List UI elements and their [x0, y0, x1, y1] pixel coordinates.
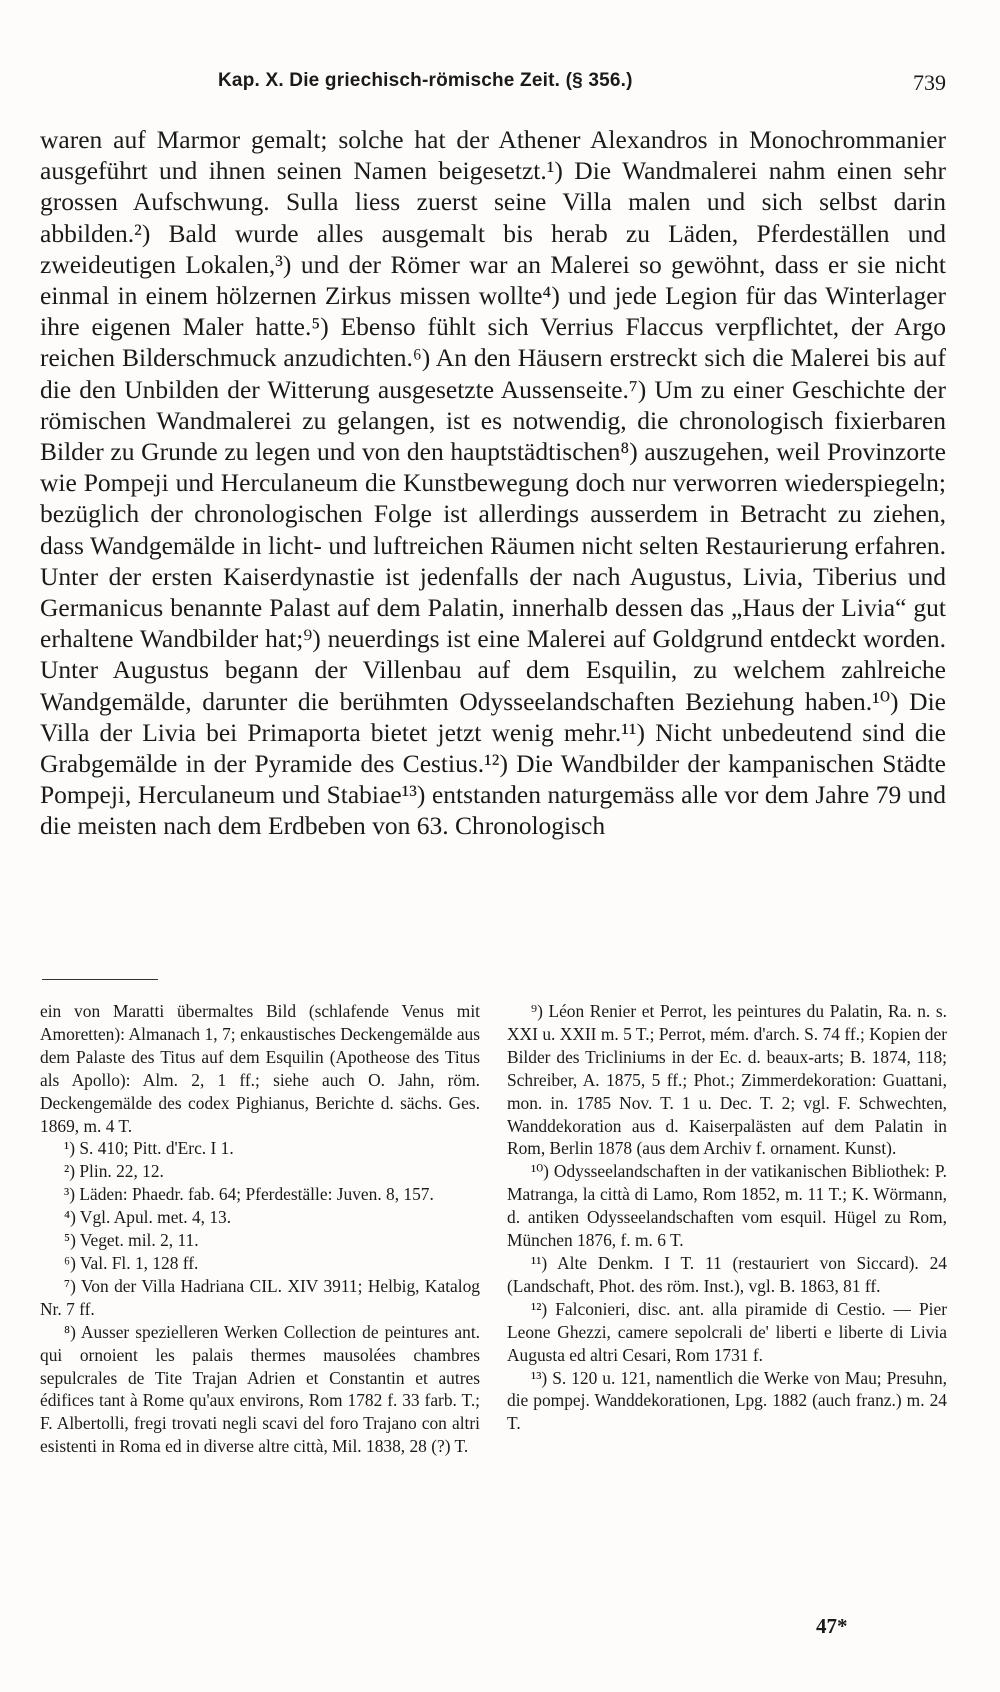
footnote-12: ¹²) Falconieri, disc. ant. alla piramide di Cestio. — Pier Leone Ghezzi, camere sepolcrali de' liberti e liberte di Livia Augusta ed altri Cesari, Rom 1731 f.: [507, 1298, 947, 1365]
footnote-1: ¹) S. 410; Pitt. d'Erc. I 1.: [64, 1138, 234, 1159]
main-body-text: waren auf Marmor gemalt; solche hat der Athener Alexandros in Monochrommanier ausgeführt und ihnen seinen Namen beigesetzt.¹) Die Wandmalerei nahm einen sehr grossen Aufschwung. Sulla liess zuerst seine Villa malen und sich selbst darin abbilden.²) Bald wurde alles ausgemalt bis herab zu Läden, Pferdeställen und zweideutigen Lokalen,³) und der Römer war an Malerei so gewöhnt, dass er sie nicht einmal in einem hölzernen Zirkus missen wollte⁴) und jede Legion für das Winterlager ihre eigenen Maler hatte.⁵) Ebenso fühlt sich Verrius Flaccus verpflichtet, der Argo reichen Bilderschmuck anzudichten.⁶) An den Häusern erstreckt sich die Malerei bis auf die den Unbilden der Witterung ausgesetzte Aussenseite.⁷) Um zu einer Geschichte der römischen Wandmalerei zu gelangen, ist es notwendig, die chronologisch fixierbaren Bilder zu Grunde zu legen und von den hauptstädtischen⁸) auszugehen, weil Provinzorte wie Pompeji und Herculaneum die Kunstbewegung doch nur verworren wiederspiegeln; bezüglich der chronologischen Folge ist allerdings ausserdem in Betracht zu ziehen, dass Wandgemälde in licht- und luftreichen Räumen nicht selten Restaurierung erfahren. Unter der ersten Kaiserdynastie ist jedenfalls der nach Augustus, Livia, Tiberius und Germanicus benannte Palast auf dem Palatin, innerhalb dessen das „Haus der Livia“ gut erhaltene Wandbilder hat;⁹) neuerdings ist eine Malerei auf Goldgrund entdeckt worden. Unter Augustus begann der Villenbau auf dem Esquilin, zu welchem zahlreiche Wandgemälde, darunter die berühmten Odysseelandschaften Beziehung haben.¹⁰) Die Villa der Livia bei Primaporta bietet jetzt wenig mehr.¹¹) Nicht unbedeutend sind die Grabgemälde in der Pyramide des Cestius.¹²) Die Wandbilder der kampanischen Städte Pompeji, Herculaneum und Stabiae¹³) entstanden naturgemäss alle vor dem Jahre 79 und die meisten nach dem Erdbeben von 63. Chronologisch: [40, 125, 946, 841]
footnote-11: ¹¹) Alte Denkm. I T. 11 (restauriert von Siccard). 24 (Landschaft, Phot. des röm. Inst.), vgl. B. 1863, 81 ff.: [507, 1252, 947, 1296]
page-header: [40, 64, 946, 104]
footnote-13: ¹³) S. 120 u. 121, namentlich die Werke von Mau; Presuhn, die pompej. Wanddekorationen, Lpg. 1882 (auch franz.) m. 24 T.: [507, 1367, 947, 1434]
footnote-8: ⁸) Ausser spezielleren Werken Collection de peintures ant. qui ornoient les palais thermes mausolées chambres sepulcrales de Tite Trajan Adrien et Constantin et autres édifices tant à Rome qu'aux environs, Rom 1782 f. 33 farb. T.; F. Albertolli, fregi trovati negli scavi del foro Trajano con altri esistenti in Roma ed in diverse altre città, Mil. 1838, 28 (?) T.: [40, 1321, 480, 1457]
footnote-separator: [42, 979, 158, 980]
footnote-3: ³) Läden: Phaedr. fab. 64; Pferdeställe: Juven. 8, 157.: [64, 1184, 434, 1205]
footnote-continuation: ein von Maratti übermaltes Bild (schlafende Venus mit Amoretten): Almanach 1, 7; enkaustisches Deckengemälde aus dem Palaste des Titus auf dem Esquilin (Apotheose des Titus als Apollo): Alm. 2, 1 ff.; siehe auch O. Jahn, röm. Deckengemälde des codex Pighianus, Berichte d. sächs. Ges. 1869, m. 4 T.: [40, 1001, 480, 1136]
page-number: 739: [913, 70, 946, 95]
footnotes-left-column: [40, 1000, 480, 1458]
signature-mark: 47*: [816, 1614, 848, 1638]
footnote-9: ⁹) Léon Renier et Perrot, les peintures du Palatin, Ra. n. s. XXI u. XXII m. 5 T.; Perrot, mém. d'arch. S. 74 ff.; Kopien der Bilder des Tricliniums in der Ec. d. beaux-arts; B. 1874, 118; Schreiber, A. 1875, 5 ff.; Phot.; Zimmerdekoration: Guattani, mon. in. 1785 Nov. T. 1 u. Dec. T. 2; vgl. F. Schwechten, Wanddekoration aus d. Kaiserpalästen auf dem Palatin in Rom, Berlin 1878 (aus dem Archiv f. ornament. Kunst).: [507, 1001, 947, 1159]
footnote-7: ⁷) Von der Villa Hadriana CIL. XIV 3911; Helbig, Katalog Nr. 7 ff.: [40, 1275, 480, 1319]
footnote-4: ⁴) Vgl. Apul. met. 4, 13.: [64, 1207, 232, 1228]
running-title: Kap. X. Die griechisch-römische Zeit. (§ 356.): [218, 70, 633, 91]
footnotes-right-column: [507, 1000, 947, 1435]
footnote-6: ⁶) Val. Fl. 1, 128 ff.: [64, 1252, 199, 1273]
footnote-10: ¹⁰) Odysseelandschaften in der vatikanischen Bibliothek: P. Matranga, la città di Lamo, Rom 1852, m. 11 T.; K. Wörmann, d. antiken Odysseelandschaften vom esquil. Hügel zu Rom, München 1876, f. m. 6 T.: [507, 1161, 947, 1251]
footnote-5: ⁵) Veget. mil. 2, 11.: [64, 1230, 199, 1251]
footnote-2: ²) Plin. 22, 12.: [64, 1161, 164, 1182]
